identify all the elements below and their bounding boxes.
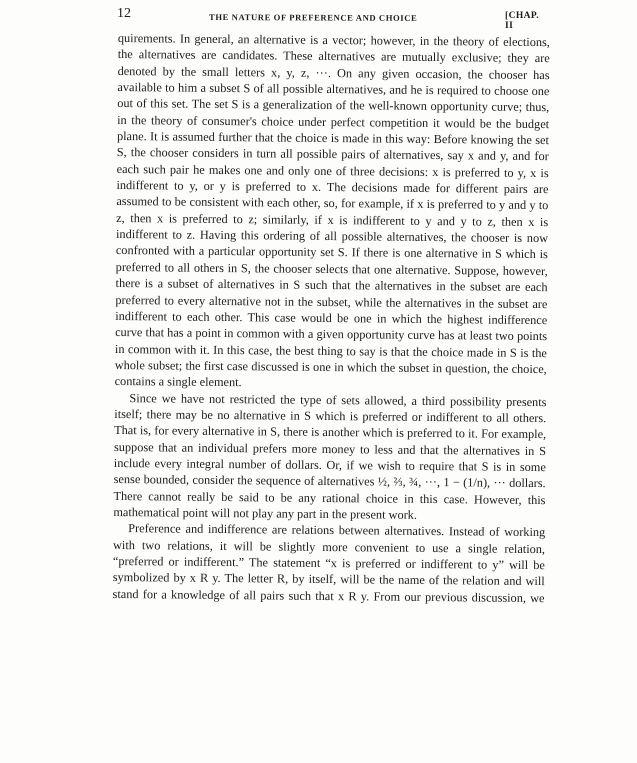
chapter-marker: [CHAP. II xyxy=(505,11,539,31)
paragraph-1 xyxy=(115,30,550,394)
running-title: THE NATURE OF PREFERENCE AND CHOICE xyxy=(208,12,418,23)
paragraph-3-text: Preference and indifference are relations between alternatives. Instead of working with two relations, it will be slightly more convenient to use a single relation, “preferred or indifferent.” The statement “x is preferred or indifferent to y” will be symbolized by x R y. The letter R, by itself, will be the name of the relation and will stand for a knowledge of all pairs such that x R y. From our previous discussion, we xyxy=(112,521,546,605)
running-header xyxy=(117,6,545,31)
body-text xyxy=(113,30,550,606)
paragraph-2 xyxy=(113,390,546,525)
paragraph-3 xyxy=(113,520,546,606)
page-number: 12 xyxy=(117,6,131,21)
paragraph-1-text: quirements. In general, an alternative is a vector; however, in the theory of elections, the alternatives are candidates. These alternatives are mutually exclusive; they are denoted by the small letters x, y, z, ···. On any given occasion, the chooser has available to him a subset S of all possible alternatives, and he is required to choose one out of this set. The set S is a generalization of the well-known opportunity curve; thus, in the theory of consumer's choice under perfect competition it would be the budget plane. It is assumed further that the choice is made in this way: Before knowing the set S, the chooser considers in turn all possible pairs of alternatives, say x and y, and for each such pair he makes one and only one of three decisions: x is preferred to y, x is indifferent to y, or y is preferred to x. The decisions made for different pairs are assumed to be consistent with each other, so, for example, if x is preferred to y and y to z, then x is preferred to z; similarly, if x is indifferent to y and y to z, then x is indifferent to z. Having this ordering of all possible alternatives, the chooser is now confronted with a particular opportunity set S. If there is one alternative in S which is preferred to all others in S, the chooser selects that one alternative. Suppose, however, there is a subset of alternatives in S such that the alternatives in the subset are each preferred to every alternative not in the subset, while the alternatives in the subset are indifferent to each other. This case would be one in which the highest indifference curve that has a point in common with a given opportunity curve has at least two points in common with it. In this case, the best thing to say is that the choice made in S is the whole subset; the first case discussed is one in which the subset in question, the choice, contains a single element. xyxy=(114,30,550,390)
paragraph-2-text: Since we have not restricted the type of sets allowed, a third possibility presents itself; there may be no alternative in S which is preferred or indifferent to all others. That is, for every alternative in S, there is another which is preferred to it. For example, suppose that an individual prefers more money to less and that the alternatives in S include every integral number of dollars. Or, if we wish to require that S is in some sense bounded, consider the sequence of alternatives ½, ⅔, ¾, ···, 1 − (1/n), ··· dollars. There cannot really be said to be any rational choice in this case. However, this mathematical point will not play any part in the present work. xyxy=(113,390,547,522)
